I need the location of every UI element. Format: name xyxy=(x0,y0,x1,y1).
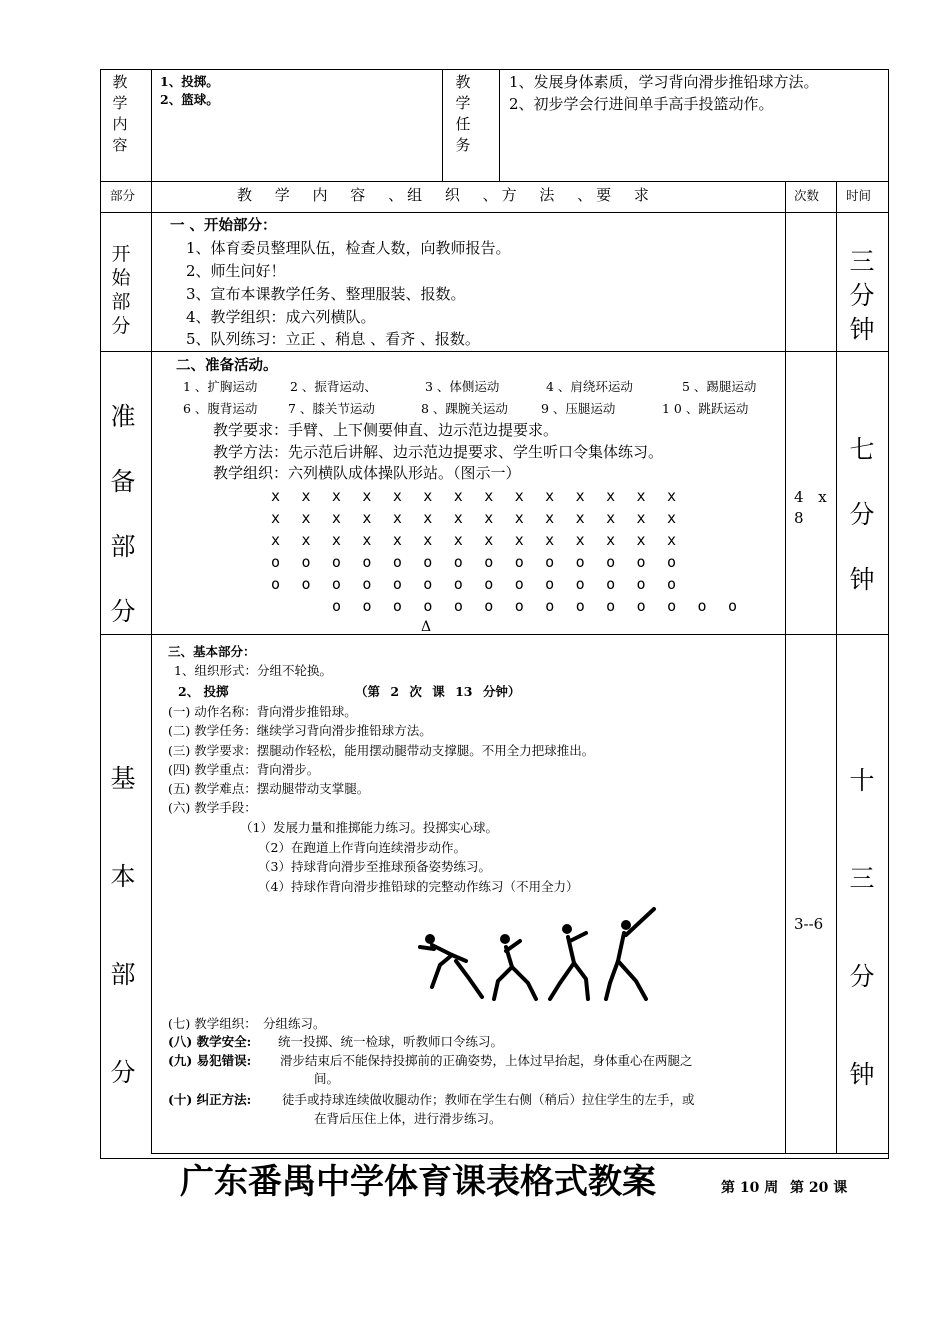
footer-lesson: 第 20 课 xyxy=(790,1180,848,1196)
athlete-figure-2 xyxy=(494,934,536,999)
safety-label: (八) 教学安全: xyxy=(168,1034,252,1049)
content-item-1: 1、投掷。 xyxy=(160,74,219,89)
col-reps: 次数 xyxy=(794,188,820,203)
section3-time: 十 三 分 钟 xyxy=(849,766,875,1089)
exercise-8: 8 、踝腕关运动 xyxy=(421,401,508,416)
section1-title: 一 、开始部分： xyxy=(170,217,277,234)
section2-time: 七 分 钟 xyxy=(849,435,875,594)
exercise-1: 1 、扩胸运动 xyxy=(183,379,258,394)
shot-put-sequence-illustration xyxy=(410,905,660,1005)
section3-organization: (七) 教学组织： 分组练习。 xyxy=(168,1016,326,1031)
section2-label: 准 备 部 分 xyxy=(110,402,136,626)
formation-row-3: x x x x x x x x x x x x x x xyxy=(271,531,683,549)
section2-requirement: 教学要求：手臂、上下侧要伸直、边示范边提要求。 xyxy=(213,421,559,439)
section1-item-4: 4、教学组织：成六列横队。 xyxy=(186,308,376,326)
detail-2: (二) 教学任务：继续学习背向滑步推铅球方法。 xyxy=(168,723,432,738)
detail-3: (三) 教学要求：摆腿动作轻松，能用摆动腿带动支撑腿。不用全力把球推出。 xyxy=(168,743,595,758)
means-1: （1）发展力量和推掷能力练习。投掷实心球。 xyxy=(240,820,498,835)
errors-label: (九) 易犯错误: xyxy=(168,1053,252,1068)
col-part: 部分 xyxy=(110,188,136,203)
correction-label: (十) 纠正方法: xyxy=(168,1092,252,1107)
athlete-figure-1 xyxy=(420,934,482,997)
teacher-mark: Δ xyxy=(421,619,432,635)
means-3: （3）持球背向滑步至推球预备姿势练习。 xyxy=(258,859,491,874)
exercise-10: 1 0 、跳跃运动 xyxy=(662,401,749,416)
athlete-figure-3 xyxy=(550,924,588,999)
detail-1: (一) 动作名称：背向滑步推铅球。 xyxy=(168,704,357,719)
footer-title: 广东番禺中学体育课表格式教案 xyxy=(180,1162,656,1202)
section1-item-1: 1、体育委员整理队伍，检查人数，向教师报告。 xyxy=(186,239,511,257)
detail-6: (六) 教学手段： xyxy=(168,800,257,815)
exercise-4: 4 、肩绕环运动 xyxy=(546,379,633,394)
col-time: 时间 xyxy=(846,188,872,203)
task-item-2: 2、初步学会行进间单手高手投篮动作。 xyxy=(509,95,774,113)
col-content: 教 学 内 容 、组 织 、方 法 、要 求 xyxy=(237,186,653,204)
content-item-2: 2、篮球。 xyxy=(160,92,219,107)
exercise-7: 7 、膝关节运动 xyxy=(288,401,375,416)
section2-organization: 教学组织：六列横队成体操队形站。（图示一） xyxy=(213,464,521,482)
athlete-figure-4 xyxy=(606,909,654,999)
section1-label: 开 始 部 分 xyxy=(111,243,131,337)
section2-reps: 4 x 8 xyxy=(794,488,827,527)
footer-week: 第 10 周 xyxy=(721,1180,779,1196)
exercise-5: 5 、踢腿运动 xyxy=(682,379,757,394)
section1-item-2: 2、师生问好！ xyxy=(186,262,286,280)
section1-item-5: 5、队列练习：立正 、稍息 、看齐 、报数。 xyxy=(186,330,480,348)
section3-label: 基 本 部 分 xyxy=(110,764,136,1087)
detail-4: (四) 教学重点：背向滑步。 xyxy=(168,762,320,777)
section3-lesson-info: （第 2 次 课 13 分钟） xyxy=(355,684,521,699)
exercise-3: 3 、体侧运动 xyxy=(425,379,500,394)
section2-method: 教学方法：先示范后讲解、边示范边提要求、学生听口令集体练习。 xyxy=(213,443,664,461)
formation-row-6: o o o o o o o o o o o o o o xyxy=(332,597,744,615)
formation-row-2: x x x x x x x x x x x x x x xyxy=(271,509,683,527)
exercise-6: 6 、腹背运动 xyxy=(183,401,258,416)
correction-text: 徒手或持球连续做收腿动作；教师在学生右侧（稍后）拉住学生的左手，或 xyxy=(282,1092,695,1107)
correction-text-cont: 在背后压住上体，进行滑步练习。 xyxy=(314,1111,502,1126)
section3-reps: 3--6 xyxy=(794,915,824,933)
formation-row-1: x x x x x x x x x x x x x x xyxy=(271,487,683,505)
safety-text: 统一投掷、统一检球，听教师口令练习。 xyxy=(278,1034,504,1049)
section3-org-form: 1、组织形式：分组不轮换。 xyxy=(174,663,332,678)
formation-row-5: o o o o o o o o o o o o o o xyxy=(271,575,683,593)
detail-5: (五) 教学难点：摆动腿带动支掌腿。 xyxy=(168,781,370,796)
section1-item-3: 3、宣布本课教学任务、整理服装、报数。 xyxy=(186,285,466,303)
section1-time: 三 分 钟 xyxy=(849,247,875,344)
means-4: （4）持球作背向滑步推铅球的完整动作练习（不用全力） xyxy=(258,879,579,894)
task-label: 教 学 任 务 xyxy=(455,73,471,154)
means-2: （2）在跑道上作背向连续滑步动作。 xyxy=(258,840,466,855)
exercise-9: 9 、压腿运动 xyxy=(541,401,616,416)
formation-row-4: o o o o o o o o o o o o o o xyxy=(271,553,683,571)
section2-title: 二、准备活动。 xyxy=(176,357,278,374)
errors-text-cont: 间。 xyxy=(314,1071,340,1086)
exercise-2: 2 、振背运动、 xyxy=(290,379,377,394)
errors-text: 滑步结束后不能保持投掷前的正确姿势，上体过早抬起，身体重心在两腿之 xyxy=(280,1053,693,1068)
task-item-1: 1、发展身体素质，学习背向滑步推铅球方法。 xyxy=(509,73,819,91)
section3-title: 三、基本部分： xyxy=(168,644,256,659)
section3-topic: 2、 投掷 xyxy=(178,684,229,699)
content-label: 教 学 内 容 xyxy=(112,73,128,154)
